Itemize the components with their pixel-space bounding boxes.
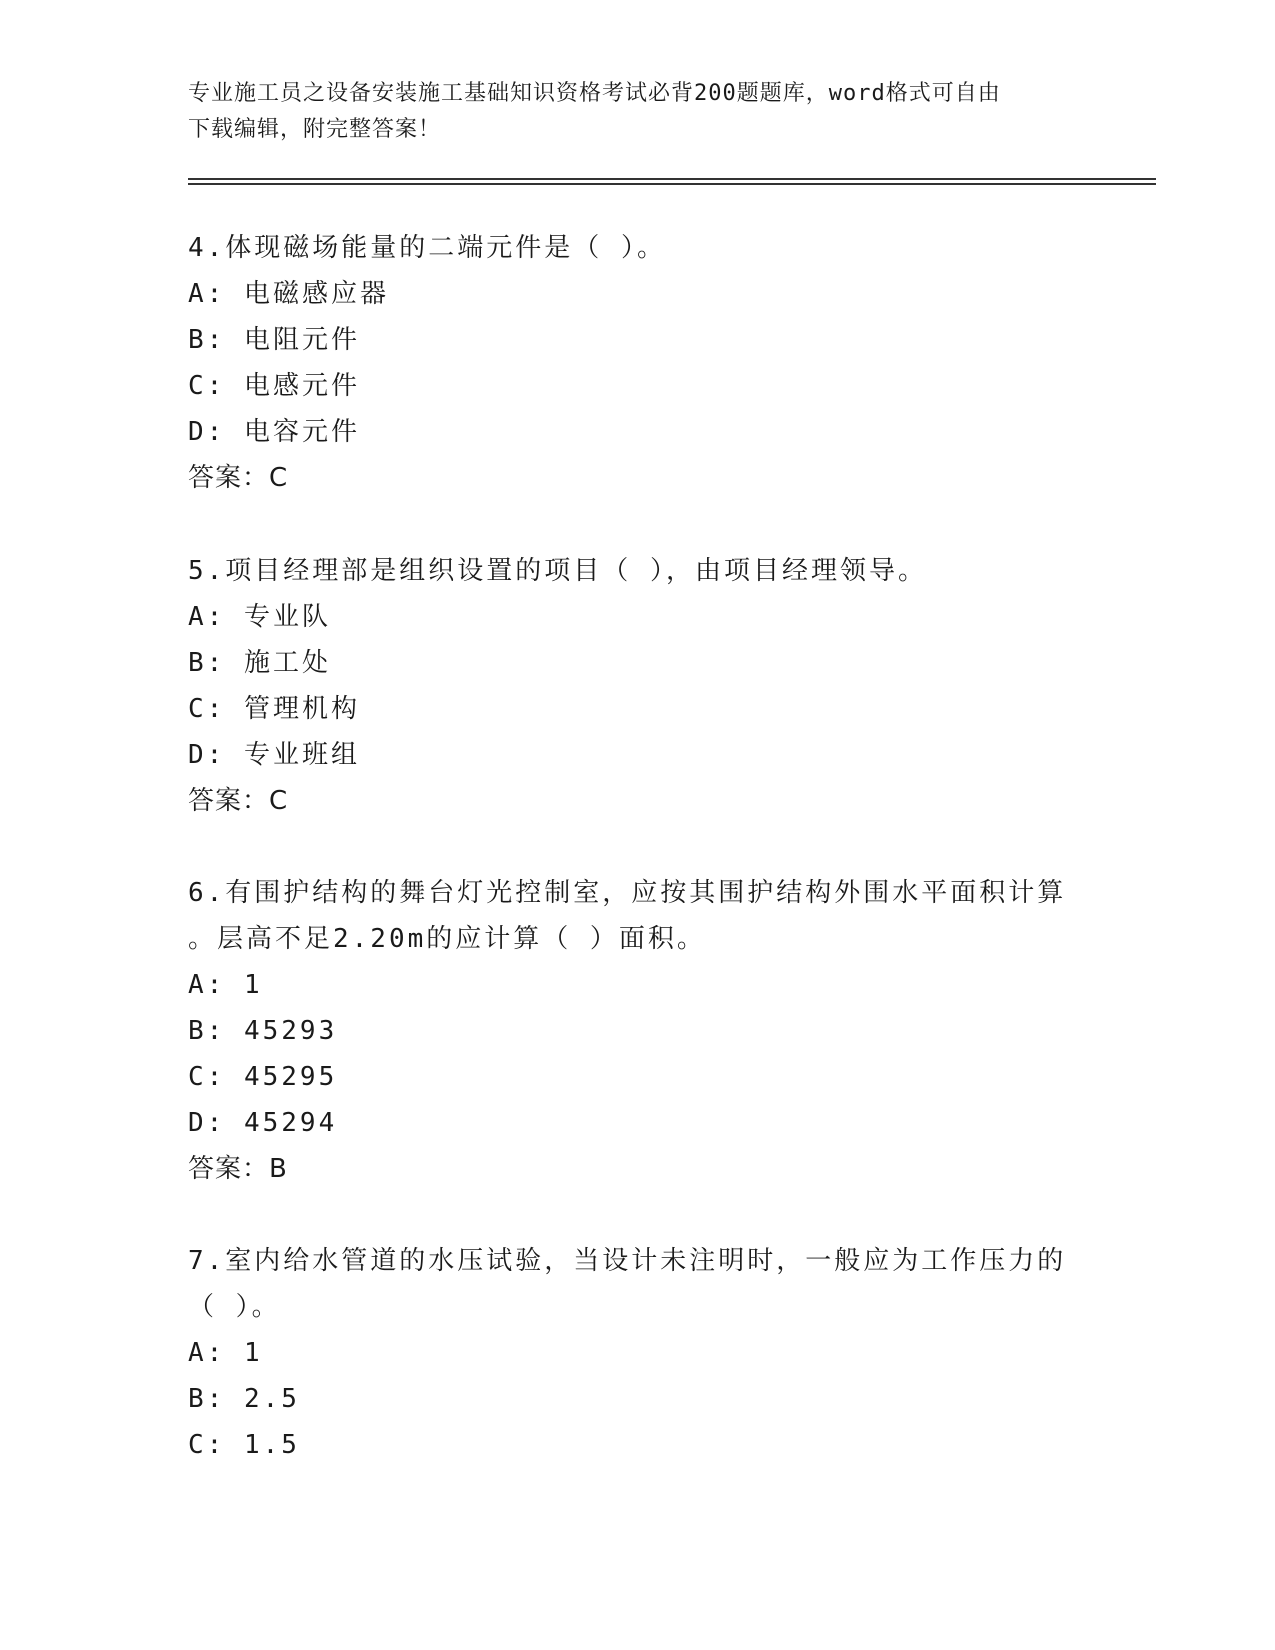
question-stem-line-1: 6.有围护结构的舞台灯光控制室，应按其围护结构外围水平面积计算 xyxy=(188,878,1067,908)
option-b: B: 2.5 xyxy=(188,1384,300,1414)
option-d: D: 电容元件 xyxy=(188,417,360,447)
header-title-line-2: 下载编辑，附完整答案！ xyxy=(188,117,442,142)
option-a: A: 1 xyxy=(188,970,263,1000)
answer: 答案：B xyxy=(188,1154,288,1184)
option-c: C: 45295 xyxy=(188,1062,338,1092)
question-stem: 4.体现磁场能量的二端元件是（ ）。 xyxy=(188,233,666,263)
question-stem-line-1: 7.室内给水管道的水压试验，当设计未注明时，一般应为工作压力的 xyxy=(188,1246,1067,1276)
option-b: B: 施工处 xyxy=(188,648,331,678)
header-rule-bottom xyxy=(188,183,1156,185)
answer: 答案：C xyxy=(188,786,289,816)
question-7 xyxy=(188,1238,1088,1468)
question-stem: 5.项目经理部是组织设置的项目（ ），由项目经理领导。 xyxy=(188,556,927,586)
header-title-line-1: 专业施工员之设备安装施工基础知识资格考试必背200题题库，word格式可自由 xyxy=(188,81,1001,106)
document-header xyxy=(188,76,1068,148)
question-stem-line-2: 。层高不足2.20m的应计算（ ）面积。 xyxy=(188,924,706,954)
question-5 xyxy=(188,548,1088,824)
option-a: A: 1 xyxy=(188,1338,263,1368)
option-c: C: 电感元件 xyxy=(188,371,360,401)
option-a: A: 专业队 xyxy=(188,602,331,632)
option-c: C: 管理机构 xyxy=(188,694,360,724)
question-6 xyxy=(188,870,1088,1192)
question-4 xyxy=(188,225,1088,501)
question-stem-line-2: （ ）。 xyxy=(188,1292,281,1322)
option-b: B: 电阻元件 xyxy=(188,325,360,355)
answer: 答案：C xyxy=(188,463,289,493)
header-rule-top xyxy=(188,178,1156,180)
option-d: D: 45294 xyxy=(188,1108,338,1138)
option-c: C: 1.5 xyxy=(188,1430,300,1460)
option-d: D: 专业班组 xyxy=(188,740,360,770)
option-b: B: 45293 xyxy=(188,1016,338,1046)
option-a: A: 电磁感应器 xyxy=(188,279,389,309)
